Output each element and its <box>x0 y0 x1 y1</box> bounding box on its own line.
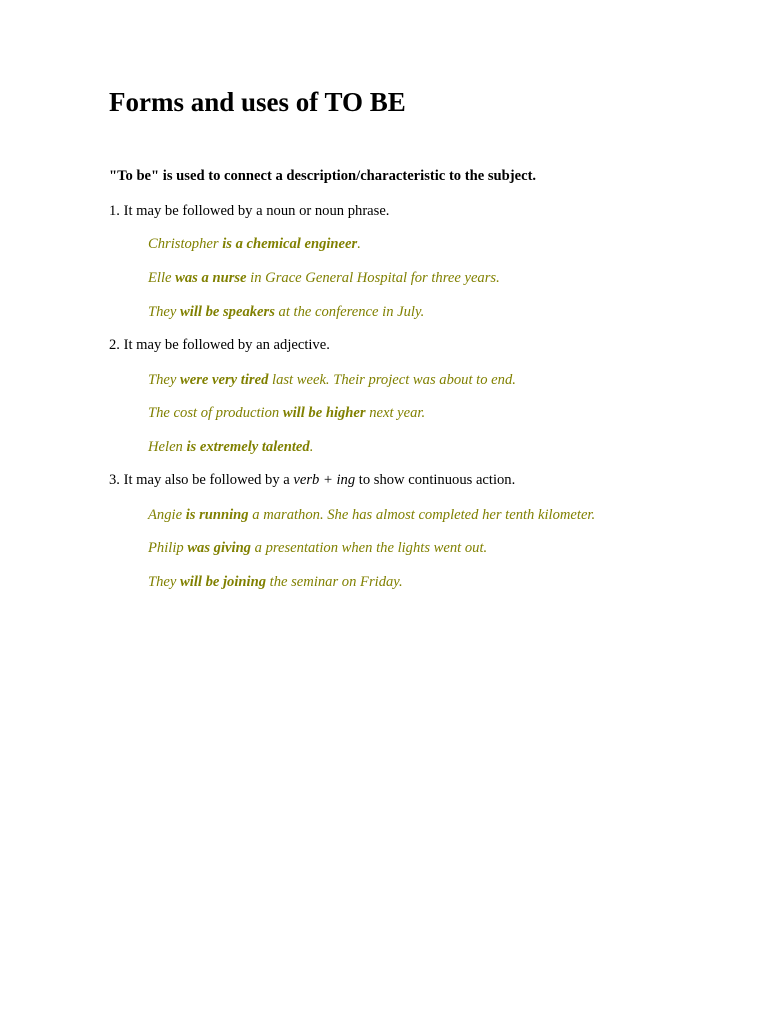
example-text: in Grace General Hospital for three years. <box>246 270 500 286</box>
example-text: The cost of production <box>148 405 283 421</box>
example-text: They <box>148 304 181 320</box>
example-emphasis: will be speakers <box>180 304 275 320</box>
example-emphasis: were very tired <box>180 372 269 388</box>
intro-statement: "To be" is used to connect a description/characteristic to the subject. <box>109 168 537 184</box>
example-emphasis: was giving <box>187 540 251 556</box>
rule-emphasis: verb + ing <box>293 472 356 488</box>
page-title: Forms and uses of TO BE <box>109 87 406 117</box>
rule-text: 3. It may also be followed by a <box>109 472 294 488</box>
example-text: They <box>148 574 181 590</box>
rule-2: 2. It may be followed by an adjective. <box>109 337 330 353</box>
example-text: last week. Their project was about to end. <box>268 372 516 388</box>
example-text: They <box>148 372 181 388</box>
example-text: Christopher <box>148 236 223 252</box>
example-1-3 <box>148 302 424 322</box>
example-3-1 <box>148 505 595 525</box>
example-2-3 <box>148 437 313 457</box>
example-emphasis: is a chemical engineer <box>222 236 358 252</box>
rule-text: to show continuous action. <box>355 472 516 488</box>
example-2-2 <box>148 403 425 423</box>
example-text: . <box>357 236 361 252</box>
example-text: next year. <box>365 405 426 421</box>
example-text: Angie <box>148 507 186 523</box>
example-emphasis: will be higher <box>282 405 366 421</box>
example-1-2 <box>148 268 500 288</box>
example-text: . <box>309 439 314 455</box>
example-2-1 <box>148 370 516 390</box>
rule-1: 1. It may be followed by a noun or noun phrase. <box>109 203 390 219</box>
example-1-1 <box>148 234 361 254</box>
example-emphasis: is extremely talented <box>186 439 310 455</box>
example-emphasis: is running <box>185 507 249 523</box>
example-3-3 <box>148 572 403 592</box>
rule-3 <box>109 470 515 490</box>
example-3-2 <box>148 538 487 558</box>
example-text: the seminar on Friday. <box>266 574 403 590</box>
example-emphasis: was a nurse <box>175 270 247 286</box>
example-text: Helen <box>148 439 187 455</box>
example-text: at the conference in July. <box>274 304 425 320</box>
example-text: a marathon. She has almost completed her tenth kilometer. <box>248 507 596 523</box>
example-text: Philip <box>148 540 188 556</box>
example-text: Elle <box>148 270 176 286</box>
example-emphasis: will be joining <box>180 574 266 590</box>
example-text: a presentation when the lights went out. <box>250 540 488 556</box>
